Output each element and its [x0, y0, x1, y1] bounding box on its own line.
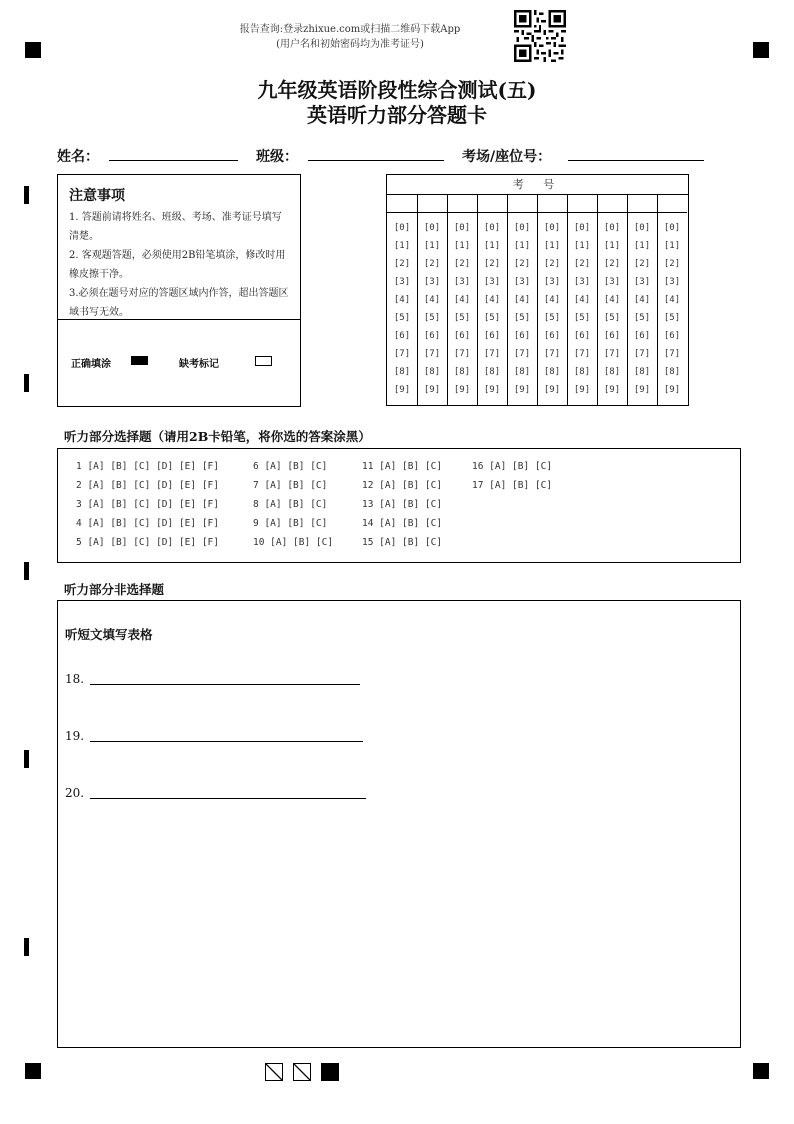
exam-id-column	[477, 194, 508, 405]
exam-id-column	[387, 194, 418, 405]
notice-title: 注意事项	[69, 188, 125, 204]
digit-bubble[interactable]: [8]	[453, 367, 471, 377]
digit-bubble[interactable]: [8]	[483, 367, 501, 377]
mc-question-row[interactable]: 10 [A] [B] [C]	[253, 537, 334, 548]
exam-id-column	[507, 194, 538, 405]
digit-bubble[interactable]: [6]	[513, 331, 531, 341]
exam-id-write-box[interactable]	[507, 194, 537, 213]
notice-divider	[58, 319, 300, 320]
digit-bubble[interactable]: [4]	[453, 295, 471, 305]
digit-bubble[interactable]: [1]	[603, 241, 621, 251]
exam-id-write-box[interactable]	[387, 194, 417, 213]
digit-bubble[interactable]: [5]	[573, 313, 591, 323]
digit-bubble[interactable]: [1]	[663, 241, 681, 251]
digit-bubble[interactable]: [7]	[513, 349, 531, 359]
digit-bubble[interactable]: [7]	[393, 349, 411, 359]
digit-bubble[interactable]: [9]	[573, 385, 591, 395]
credentials-hint: (用户名和初始密码均为准考证号)	[276, 39, 424, 50]
digit-bubble[interactable]: [2]	[663, 259, 681, 269]
absent-mark-label: 缺考标记	[179, 359, 219, 370]
digit-bubble[interactable]: [6]	[663, 331, 681, 341]
digit-bubble[interactable]: [5]	[423, 313, 441, 323]
digit-bubble[interactable]: [0]	[633, 223, 651, 233]
class-label: 班级：	[256, 149, 298, 165]
exam-id-digit-bubbles	[627, 219, 657, 399]
digit-bubble[interactable]: [4]	[603, 295, 621, 305]
blank-number: 18.	[65, 672, 85, 686]
answer-line-19[interactable]	[90, 741, 363, 742]
digit-bubble[interactable]: [1]	[633, 241, 651, 251]
exam-id-column	[627, 194, 658, 405]
digit-bubble[interactable]: [1]	[393, 241, 411, 251]
digit-bubble[interactable]: [5]	[633, 313, 651, 323]
digit-bubble[interactable]: [6]	[573, 331, 591, 341]
name-field[interactable]	[109, 160, 238, 161]
filled-sample-icon	[131, 356, 148, 365]
digit-bubble[interactable]: [2]	[543, 259, 561, 269]
digit-bubble[interactable]: [9]	[663, 385, 681, 395]
digit-bubble[interactable]: [7]	[603, 349, 621, 359]
digit-bubble[interactable]: [6]	[483, 331, 501, 341]
digit-bubble[interactable]: [8]	[423, 367, 441, 377]
page-code-square-filled	[321, 1063, 339, 1081]
digit-bubble[interactable]: [8]	[513, 367, 531, 377]
digit-bubble[interactable]: [3]	[423, 277, 441, 287]
digit-bubble[interactable]: [0]	[603, 223, 621, 233]
exam-id-column	[597, 194, 628, 405]
exam-id-write-box[interactable]	[447, 194, 477, 213]
mc-question-row[interactable]: 17 [A] [B] [C]	[472, 480, 553, 491]
exam-id-digit-bubbles	[567, 219, 597, 399]
digit-bubble[interactable]: [0]	[513, 223, 531, 233]
digit-bubble[interactable]: [7]	[663, 349, 681, 359]
exam-id-header: 考 号	[387, 175, 688, 195]
digit-bubble[interactable]: [7]	[453, 349, 471, 359]
timing-mark	[24, 938, 29, 956]
digit-bubble[interactable]: [5]	[453, 313, 471, 323]
mc-section-title: 听力部分选择题（请用2B卡铅笔，将你选的答案涂黑）	[64, 429, 371, 444]
mc-question-row[interactable]: 9 [A] [B] [C]	[253, 518, 328, 529]
mc-question-row[interactable]: 5 [A] [B] [C] [D] [E] [F]	[76, 537, 219, 548]
digit-bubble[interactable]: [8]	[573, 367, 591, 377]
digit-bubble[interactable]: [7]	[543, 349, 561, 359]
timing-mark	[24, 562, 29, 580]
notice-item: 1. 答题前请将姓名、班级、考场、准考证号填写清楚。	[69, 212, 282, 242]
exam-id-column	[447, 194, 478, 405]
digit-bubble[interactable]: [5]	[543, 313, 561, 323]
exam-id-write-box[interactable]	[627, 194, 657, 213]
mc-question-row[interactable]: 7 [A] [B] [C]	[253, 480, 328, 491]
digit-bubble[interactable]: [9]	[453, 385, 471, 395]
digit-bubble[interactable]: [2]	[483, 259, 501, 269]
timing-mark	[24, 186, 29, 204]
diagonal-slash-icon	[266, 1064, 282, 1080]
blank-number: 20.	[65, 786, 85, 800]
card-subtitle: 英语听力部分答题卡	[307, 103, 487, 127]
exam-id-digit-bubbles	[537, 219, 567, 399]
digit-bubble[interactable]: [7]	[483, 349, 501, 359]
notice-item: 2. 客观题答题，必须使用2B铅笔填涂，修改时用橡皮擦干净。	[69, 250, 286, 280]
exam-id-grid	[386, 174, 689, 406]
digit-bubble[interactable]: [2]	[513, 259, 531, 269]
digit-bubble[interactable]: [1]	[543, 241, 561, 251]
mc-question-row[interactable]: 12 [A] [B] [C]	[362, 480, 443, 491]
digit-bubble[interactable]: [9]	[603, 385, 621, 395]
timing-mark	[24, 374, 29, 392]
digit-bubble[interactable]: [8]	[393, 367, 411, 377]
exam-id-write-box[interactable]	[657, 194, 687, 213]
digit-bubble[interactable]: [2]	[423, 259, 441, 269]
mc-question-row[interactable]: 14 [A] [B] [C]	[362, 518, 443, 529]
report-query-notice	[210, 22, 490, 52]
digit-bubble[interactable]: [4]	[483, 295, 501, 305]
exam-id-digit-bubbles	[597, 219, 627, 399]
digit-bubble[interactable]: [0]	[573, 223, 591, 233]
digit-bubble[interactable]: [7]	[423, 349, 441, 359]
digit-bubble[interactable]: [6]	[543, 331, 561, 341]
notice-item: 3.必须在题号对应的答题区域内作答，超出答题区域书写无效。	[69, 288, 289, 318]
blank-number: 19.	[65, 729, 85, 743]
digit-bubble[interactable]: [3]	[513, 277, 531, 287]
qr-code-icon[interactable]	[514, 10, 566, 62]
exam-id-write-box[interactable]	[567, 194, 597, 213]
diagonal-slash-icon	[294, 1064, 310, 1080]
mc-question-row[interactable]: 2 [A] [B] [C] [D] [E] [F]	[76, 480, 219, 491]
blank-20	[65, 786, 84, 800]
digit-bubble[interactable]: [8]	[603, 367, 621, 377]
mc-question-row[interactable]: 4 [A] [B] [C] [D] [E] [F]	[76, 518, 219, 529]
digit-bubble[interactable]: [4]	[513, 295, 531, 305]
digit-bubble[interactable]: [3]	[663, 277, 681, 287]
digit-bubble[interactable]: [4]	[633, 295, 651, 305]
timing-mark	[24, 750, 29, 768]
notice-items	[69, 208, 291, 322]
digit-bubble[interactable]: [9]	[513, 385, 531, 395]
exam-id-column	[567, 194, 598, 405]
correct-fill-label: 正确填涂	[71, 359, 111, 370]
digit-bubble[interactable]: [9]	[393, 385, 411, 395]
mc-question-row[interactable]: 11 [A] [B] [C]	[362, 461, 443, 472]
seat-label: 考场/座位号：	[462, 149, 552, 165]
digit-bubble[interactable]: [9]	[483, 385, 501, 395]
exam-id-column	[537, 194, 568, 405]
mc-question-row[interactable]: 1 [A] [B] [C] [D] [E] [F]	[76, 461, 219, 472]
digit-bubble[interactable]: [3]	[633, 277, 651, 287]
page-code-square-crossed	[265, 1063, 283, 1081]
digit-bubble[interactable]: [5]	[603, 313, 621, 323]
digit-bubble[interactable]: [7]	[573, 349, 591, 359]
exam-id-column	[417, 194, 448, 405]
mc-question-row[interactable]: 3 [A] [B] [C] [D] [E] [F]	[76, 499, 219, 510]
digit-bubble[interactable]: [4]	[393, 295, 411, 305]
digit-bubble[interactable]: [6]	[453, 331, 471, 341]
digit-bubble[interactable]: [0]	[393, 223, 411, 233]
digit-bubble[interactable]: [6]	[633, 331, 651, 341]
digit-bubble[interactable]: [9]	[423, 385, 441, 395]
digit-bubble[interactable]: [2]	[603, 259, 621, 269]
digit-bubble[interactable]: [3]	[453, 277, 471, 287]
exam-id-digit-bubbles	[447, 219, 477, 399]
digit-bubble[interactable]: [4]	[543, 295, 561, 305]
digit-bubble[interactable]: [1]	[483, 241, 501, 251]
digit-bubble[interactable]: [1]	[513, 241, 531, 251]
seat-field[interactable]	[568, 160, 704, 161]
exam-id-write-box[interactable]	[417, 194, 447, 213]
exam-id-column	[657, 194, 687, 405]
digit-bubble[interactable]: [6]	[423, 331, 441, 341]
digit-bubble[interactable]: [8]	[543, 367, 561, 377]
digit-bubble[interactable]: [5]	[393, 313, 411, 323]
digit-bubble[interactable]: [0]	[543, 223, 561, 233]
exam-id-digit-bubbles	[477, 219, 507, 399]
blank-19	[65, 729, 84, 743]
digit-bubble[interactable]: [4]	[423, 295, 441, 305]
corner-mark-bottom-left	[25, 1063, 41, 1079]
exam-id-digit-bubbles	[657, 219, 687, 399]
mc-question-row[interactable]: 8 [A] [B] [C]	[253, 499, 328, 510]
report-query-line: 报告查询:登录zhixue.com或扫描二维码下载App	[239, 24, 461, 35]
notice-box	[57, 174, 301, 407]
answer-line-18[interactable]	[90, 684, 360, 685]
digit-bubble[interactable]: [4]	[573, 295, 591, 305]
page-code-square-crossed	[293, 1063, 311, 1081]
digit-bubble[interactable]: [3]	[483, 277, 501, 287]
digit-bubble[interactable]: [3]	[543, 277, 561, 287]
digit-bubble[interactable]: [0]	[423, 223, 441, 233]
digit-bubble[interactable]: [2]	[453, 259, 471, 269]
digit-bubble[interactable]: [7]	[633, 349, 651, 359]
mc-question-row[interactable]: 16 [A] [B] [C]	[472, 461, 553, 472]
digit-bubble[interactable]: [1]	[573, 241, 591, 251]
exam-id-write-box[interactable]	[537, 194, 567, 213]
digit-bubble[interactable]: [3]	[393, 277, 411, 287]
mc-question-row[interactable]: 6 [A] [B] [C]	[253, 461, 328, 472]
digit-bubble[interactable]: [8]	[663, 367, 681, 377]
digit-bubble[interactable]: [6]	[393, 331, 411, 341]
class-field[interactable]	[308, 160, 444, 161]
digit-bubble[interactable]: [5]	[513, 313, 531, 323]
non-mc-section-title: 听力部分非选择题	[64, 582, 165, 597]
digit-bubble[interactable]: [9]	[633, 385, 651, 395]
exam-id-write-box[interactable]	[597, 194, 627, 213]
absent-checkbox[interactable]	[255, 356, 272, 366]
mc-question-row[interactable]: 13 [A] [B] [C]	[362, 499, 443, 510]
digit-bubble[interactable]: [5]	[483, 313, 501, 323]
digit-bubble[interactable]: [9]	[543, 385, 561, 395]
digit-bubble[interactable]: [2]	[573, 259, 591, 269]
exam-id-digit-bubbles	[417, 219, 447, 399]
exam-id-write-box[interactable]	[477, 194, 507, 213]
digit-bubble[interactable]: [0]	[483, 223, 501, 233]
name-label: 姓名：	[57, 149, 99, 165]
corner-mark-top-right	[753, 42, 769, 58]
non-mc-answer-box	[57, 600, 741, 1048]
mc-question-row[interactable]: 15 [A] [B] [C]	[362, 537, 443, 548]
corner-mark-top-left	[25, 42, 41, 58]
mc-answer-box	[57, 448, 741, 563]
digit-bubble[interactable]: [3]	[573, 277, 591, 287]
digit-bubble[interactable]: [8]	[633, 367, 651, 377]
digit-bubble[interactable]: [5]	[663, 313, 681, 323]
digit-bubble[interactable]: [2]	[393, 259, 411, 269]
digit-bubble[interactable]: [6]	[603, 331, 621, 341]
exam-title: 九年级英语阶段性综合测试(五)	[257, 78, 537, 102]
fill-table-subtitle: 听短文填写表格	[65, 627, 153, 642]
digit-bubble[interactable]: [0]	[663, 223, 681, 233]
answer-line-20[interactable]	[90, 798, 366, 799]
exam-id-digit-bubbles	[387, 219, 417, 399]
exam-id-digit-bubbles	[507, 219, 537, 399]
digit-bubble[interactable]: [1]	[453, 241, 471, 251]
digit-bubble[interactable]: [0]	[453, 223, 471, 233]
digit-bubble[interactable]: [3]	[603, 277, 621, 287]
digit-bubble[interactable]: [4]	[663, 295, 681, 305]
digit-bubble[interactable]: [2]	[633, 259, 651, 269]
digit-bubble[interactable]: [1]	[423, 241, 441, 251]
corner-mark-bottom-right	[753, 1063, 769, 1079]
blank-18	[65, 672, 84, 686]
